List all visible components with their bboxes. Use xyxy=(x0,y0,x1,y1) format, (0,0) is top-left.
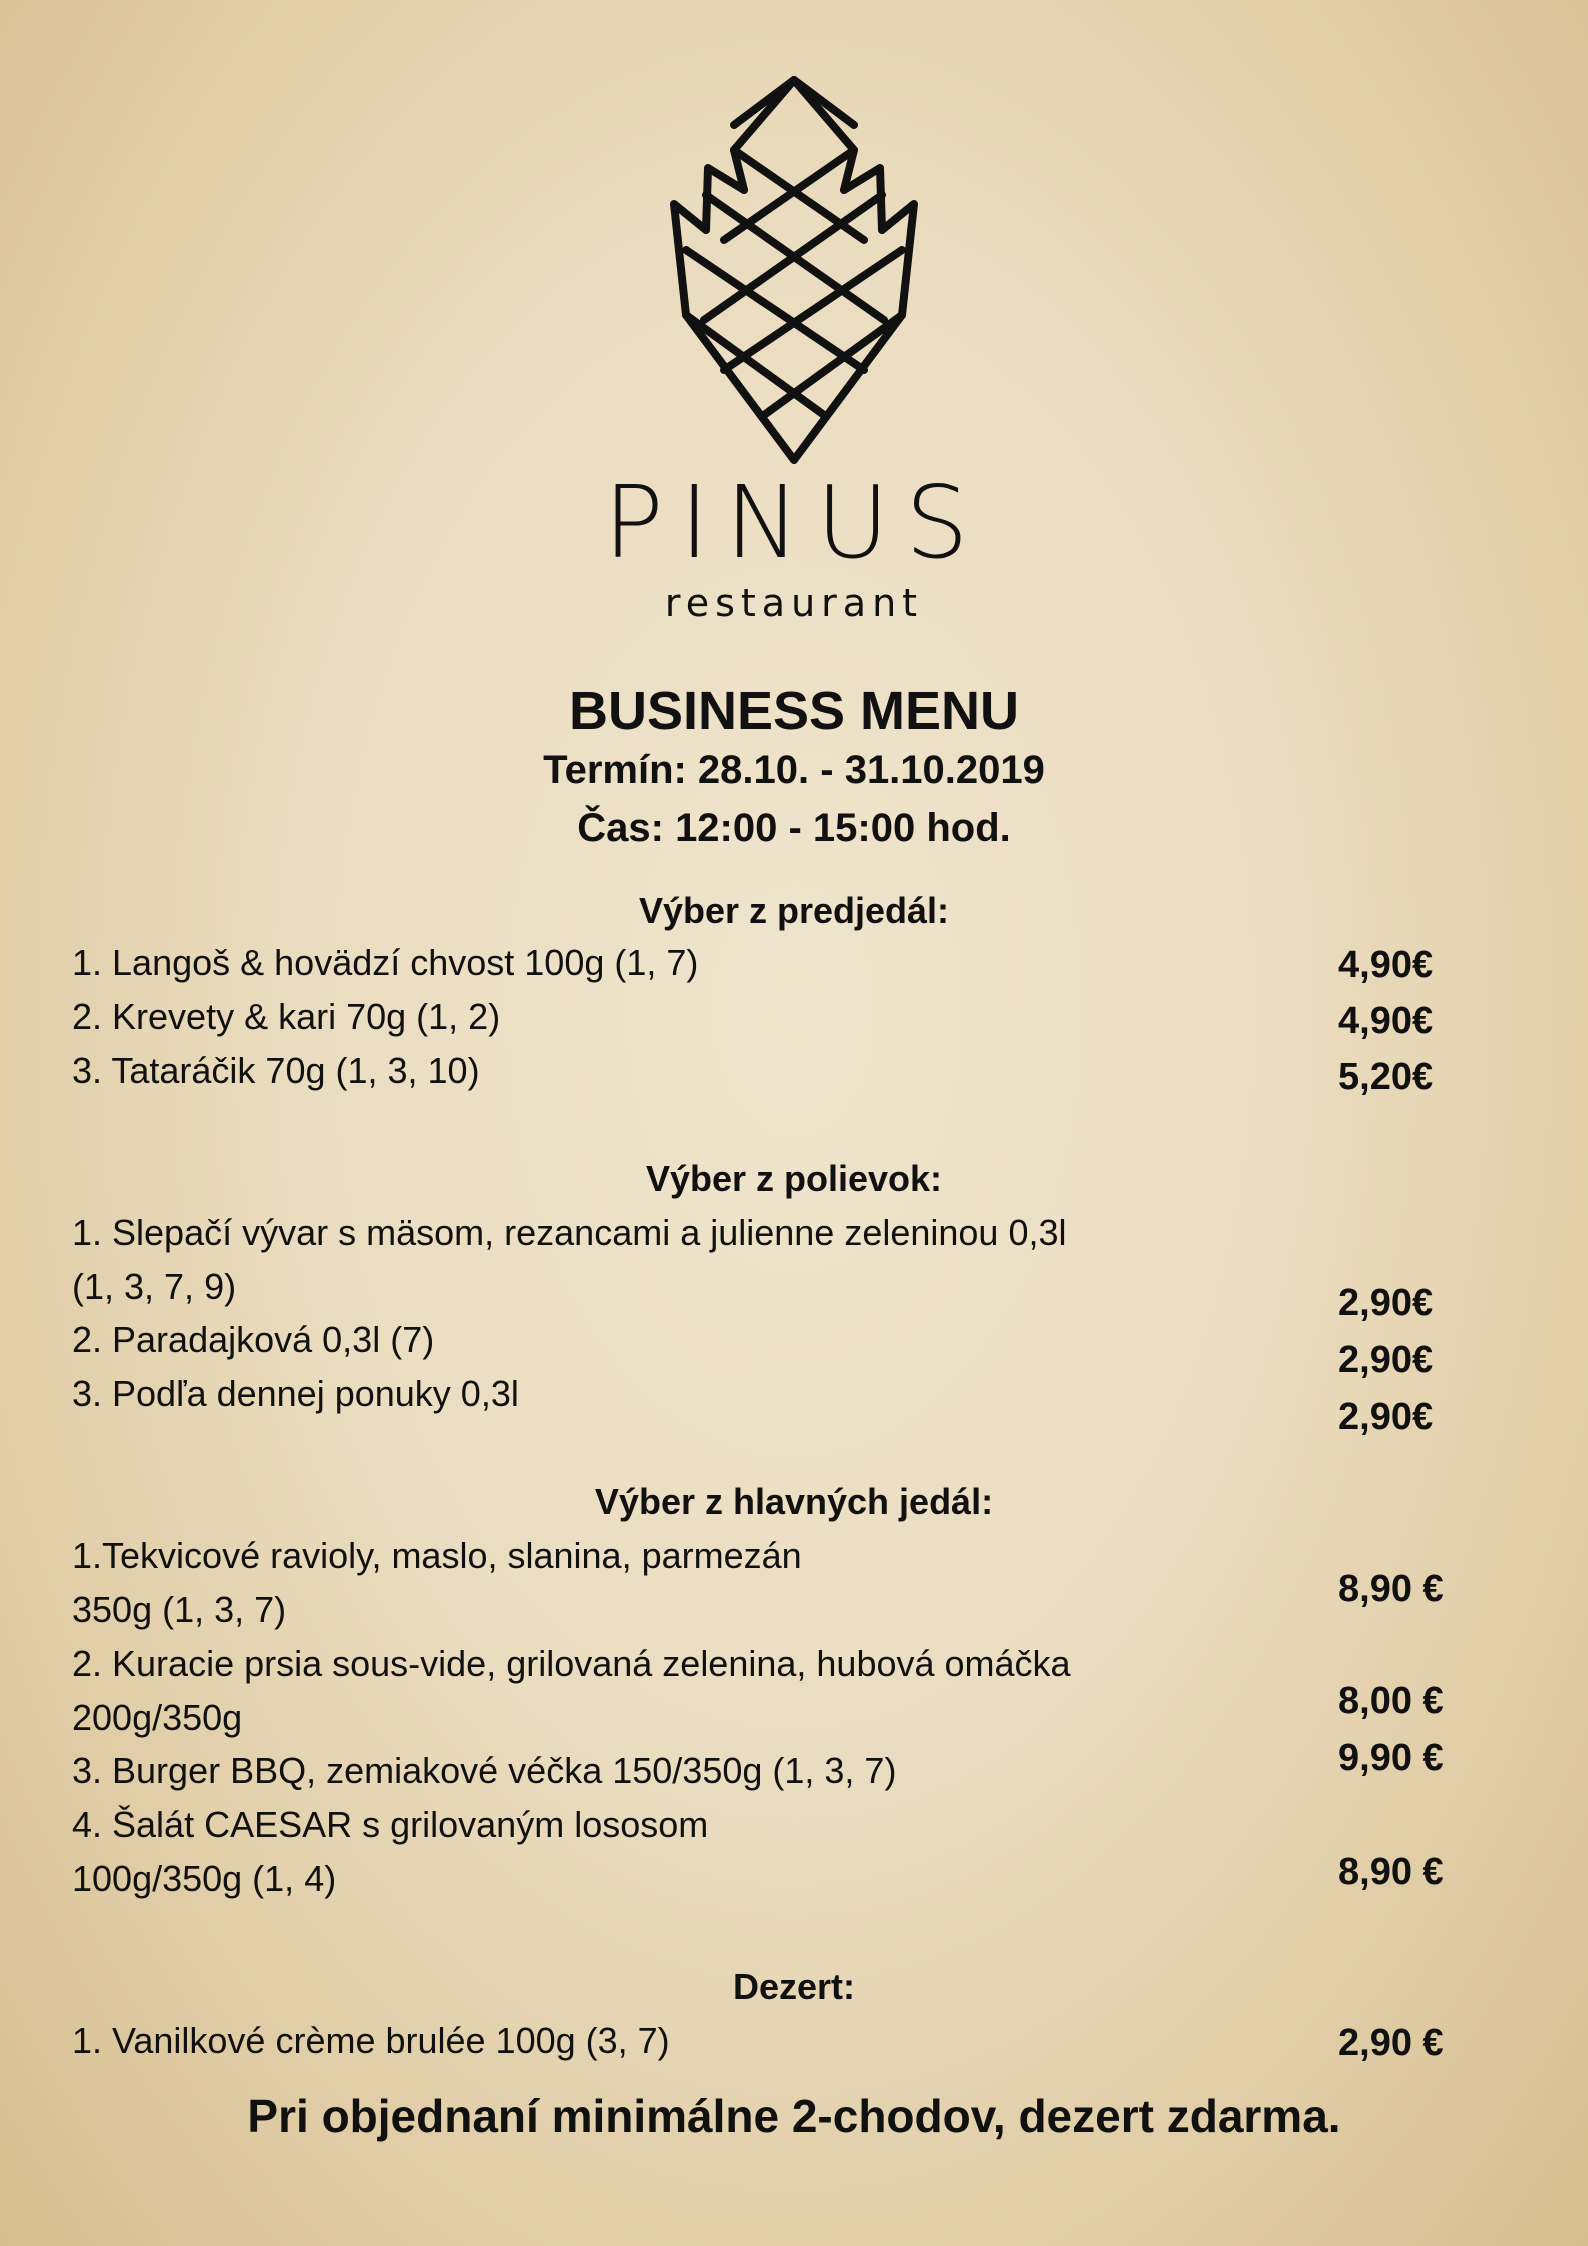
menu-item-continued: 200g/350g xyxy=(72,1697,243,1738)
menu-item-continued: 100g/350g (1, 4) xyxy=(72,1858,337,1899)
menu-item-price: 4,90€ xyxy=(1338,944,1434,986)
footer-note: Pri objednaní minimálne 2-chodov, dezert zdarma. xyxy=(247,2090,1341,2142)
brand-name: PINUS xyxy=(603,464,985,581)
menu-item-price: 4,90€ xyxy=(1338,1000,1434,1042)
menu-item: 3. Podľa dennej ponuky 0,3l xyxy=(72,1373,519,1414)
menu-item-price: 2,90€ xyxy=(1338,1396,1434,1438)
menu-item-price: 8,90 € xyxy=(1338,1851,1444,1893)
menu-item-price: 2,90€ xyxy=(1338,1339,1434,1381)
menu-item: 2. Kuracie prsia sous-vide, grilovaná zelenina, hubová omáčka xyxy=(72,1643,1071,1684)
menu-item: 3. Burger BBQ, zemiakové véčka 150/350g (1, 3, 7) xyxy=(72,1750,897,1791)
menu-item-continued: (1, 3, 7, 9) xyxy=(72,1266,237,1307)
menu-item-price: 8,90 € xyxy=(1338,1568,1444,1610)
section-title-dessert: Dezert: xyxy=(732,1966,856,2007)
section-title-mains: Výber z hlavných jedál: xyxy=(594,1481,994,1522)
menu-time: Čas: 12:00 - 15:00 hod. xyxy=(577,806,1011,850)
section-title-starters: Výber z predjedál: xyxy=(638,890,950,931)
menu-item-price: 9,90 € xyxy=(1338,1737,1444,1779)
menu-item: 1.Tekvicové ravioly, maslo, slanina, parmezán xyxy=(72,1535,802,1576)
menu-item: 2. Krevety & kari 70g (1, 2) xyxy=(72,996,501,1037)
menu-item-price: 5,20€ xyxy=(1338,1056,1434,1098)
brand-subtitle: restaurant xyxy=(664,581,924,625)
menu-item: 1. Langoš & hovädzí chvost 100g (1, 7) xyxy=(72,942,699,983)
menu-item-price: 2,90€ xyxy=(1338,1282,1434,1324)
section-title-soups: Výber z polievok: xyxy=(645,1158,943,1199)
menu-item-price: 8,00 € xyxy=(1338,1680,1444,1722)
menu-title: BUSINESS MENU xyxy=(568,681,1020,741)
menu-item-continued: 350g (1, 3, 7) xyxy=(72,1589,287,1630)
menu-item-price: 2,90 € xyxy=(1338,2022,1444,2064)
menu-item: 1. Slepačí vývar s mäsom, rezancami a julienne zeleninou 0,3l xyxy=(72,1212,1067,1253)
menu-item: 4. Šalát CAESAR s grilovaným lososom xyxy=(72,1804,709,1845)
menu-item: 3. Tataráčik 70g (1, 3, 10) xyxy=(72,1050,480,1091)
pinecone-icon xyxy=(644,70,944,470)
menu-date: Termín: 28.10. - 31.10.2019 xyxy=(543,748,1045,792)
menu-item: 2. Paradajková 0,3l (7) xyxy=(72,1319,435,1360)
menu-item: 1. Vanilkové crème brulée 100g (3, 7) xyxy=(72,2020,670,2061)
